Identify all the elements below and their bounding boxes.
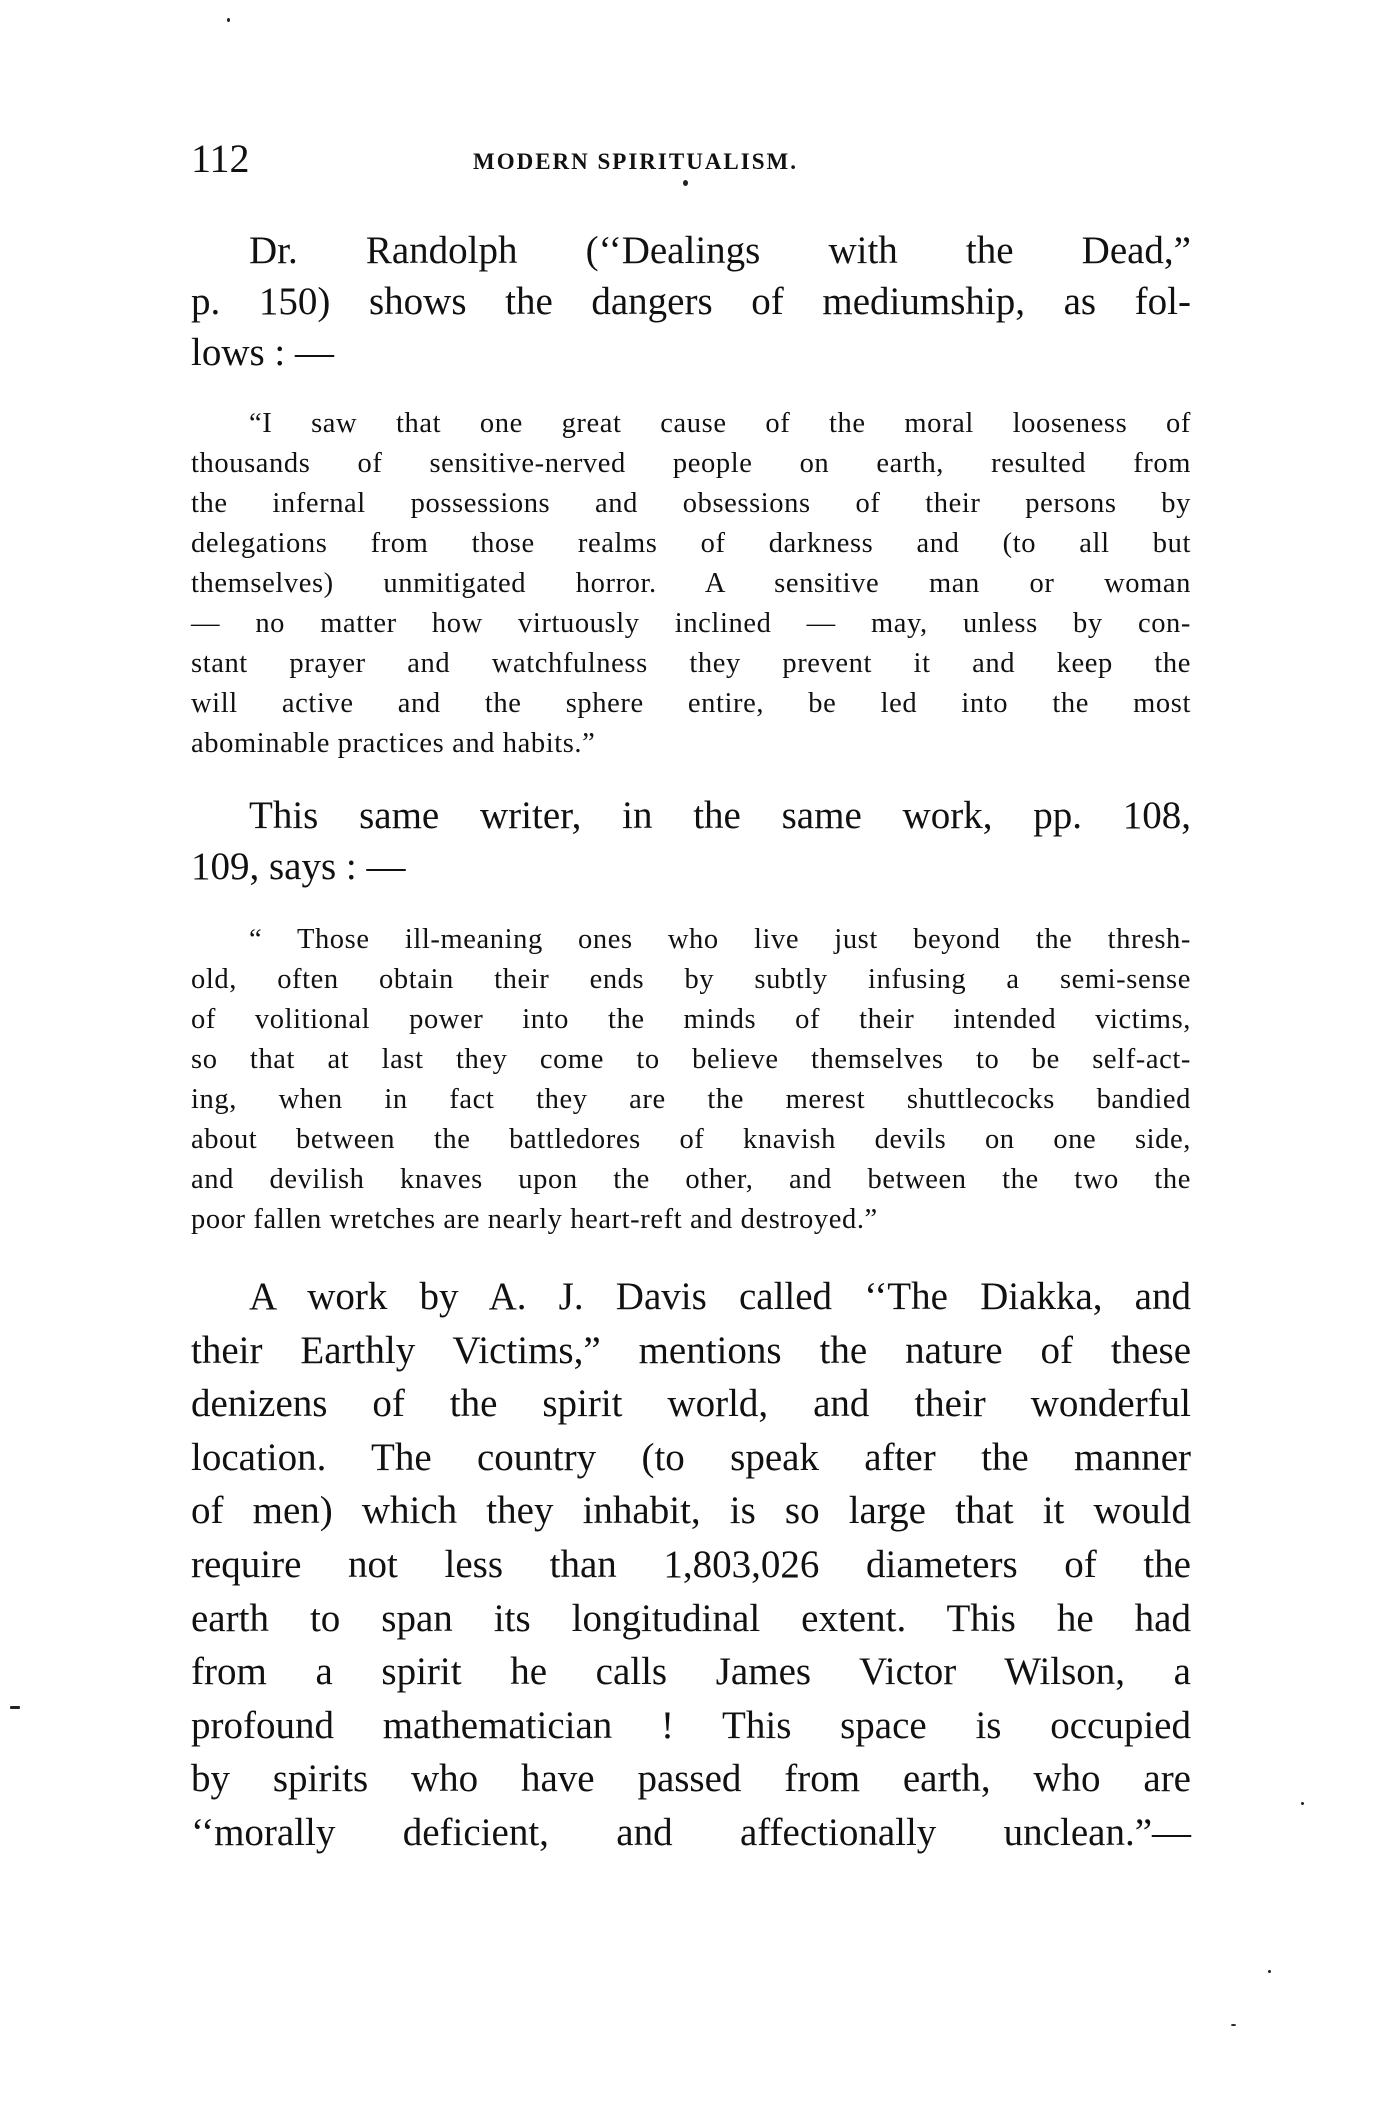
quote-line: ing, when in fact they are the merest shuttlecocks bandied	[191, 1084, 1191, 1115]
quote-line: poor fallen wretches are nearly heart-reft and destroyed.”	[191, 1204, 878, 1235]
quote-line: “I saw that one great cause of the moral looseness of	[249, 408, 1191, 439]
running-head	[191, 134, 1191, 184]
block-quote-randolph-p108	[191, 920, 1191, 1240]
scan-speck	[10, 1706, 20, 1709]
scan-speck	[1231, 2024, 1236, 2026]
text-line: from a spirit he calls James Victor Wilson, a	[191, 1650, 1191, 1694]
text-line: require not less than 1,803,026 diameters of the	[191, 1542, 1191, 1586]
quote-line: about between the battledores of knavish devils on one side,	[191, 1124, 1191, 1155]
text-line: p. 150) shows the dangers of mediumship, as fol-	[191, 280, 1191, 323]
quote-line: themselves) unmitigated horror. A sensitive man or woman	[191, 568, 1191, 599]
text-line: their Earthly Victims,” mentions the nature of these	[191, 1328, 1191, 1372]
quote-line: stant prayer and watchfulness they prevent it and keep the	[191, 648, 1191, 679]
paragraph-same-writer	[191, 790, 1191, 892]
quote-line: — no matter how virtuously inclined — may, unless by con-	[191, 608, 1191, 639]
scan-speck	[1268, 1970, 1271, 1973]
text-line: denizens of the spirit world, and their wonderful	[191, 1382, 1191, 1426]
paragraph-davis-diakka	[191, 1270, 1191, 1860]
quote-line: thousands of sensitive-nerved people on earth, resulted from	[191, 448, 1191, 479]
text-line: lows : —	[191, 331, 335, 374]
scan-speck	[227, 18, 230, 22]
text-line: ‘‘morally deficient, and affectionally unclean.”—	[191, 1810, 1191, 1854]
text-line: by spirits who have passed from earth, who are	[191, 1757, 1191, 1801]
quote-line: will active and the sphere entire, be led into the most	[191, 688, 1191, 719]
scan-speck	[683, 180, 688, 186]
quote-line: old, often obtain their ends by subtly infusing a semi-sense	[191, 964, 1191, 995]
text-line: This same writer, in the same work, pp. 108,	[249, 794, 1191, 837]
text-line: profound mathematician ! This space is occupied	[191, 1703, 1191, 1747]
block-quote-randolph-p150	[191, 404, 1191, 764]
quote-line: delegations from those realms of darkness and (to all but	[191, 528, 1191, 559]
running-title: MODERN SPIRITUALISM.	[473, 149, 798, 174]
paragraph-randolph-intro	[191, 225, 1191, 378]
text-line: of men) which they inhabit, is so large that it would	[191, 1489, 1191, 1533]
text-line: A work by A. J. Davis called ‘‘The Diakka, and	[249, 1275, 1191, 1318]
quote-line: “ Those ill-meaning ones who live just beyond the thresh-	[249, 924, 1191, 955]
quote-line: the infernal possessions and obsessions of their persons by	[191, 488, 1191, 519]
scan-speck	[1301, 1802, 1304, 1805]
quote-line: of volitional power into the minds of their intended victims,	[191, 1004, 1191, 1035]
quote-line: abominable practices and habits.”	[191, 728, 596, 759]
text-line: location. The country (to speak after the manner	[191, 1435, 1191, 1479]
text-line: 109, says : —	[191, 845, 406, 888]
quote-line: and devilish knaves upon the other, and between the two the	[191, 1164, 1191, 1195]
text-line: earth to span its longitudinal extent. This he had	[191, 1596, 1191, 1640]
text-line: Dr. Randolph (‘‘Dealings with the Dead,”	[249, 229, 1191, 272]
page-number: 112	[191, 136, 250, 181]
quote-line: so that at last they come to believe themselves to be self-act-	[191, 1044, 1191, 1075]
